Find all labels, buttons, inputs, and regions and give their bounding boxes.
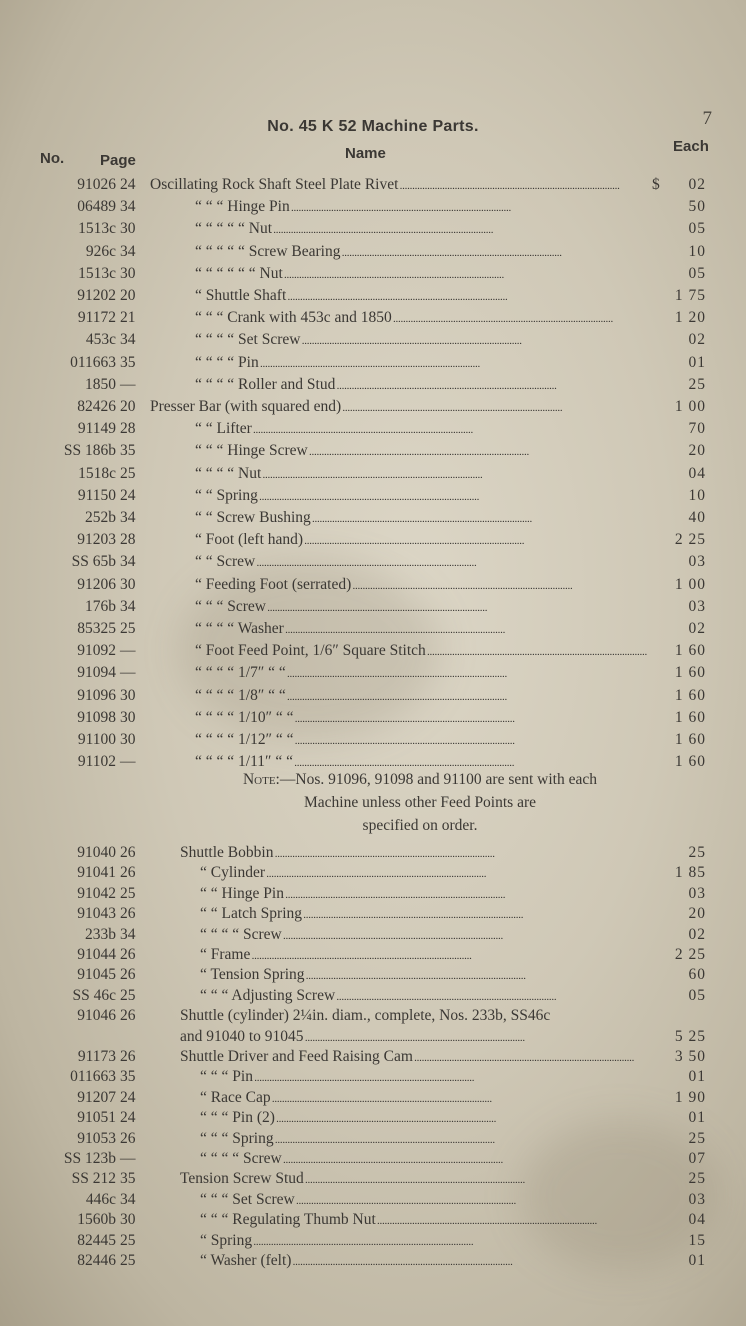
page-ref: 35 (120, 1170, 136, 1188)
part-number: 85325 (77, 620, 116, 637)
table-row (0, 883, 746, 905)
unit-price: 01 (688, 1252, 706, 1269)
part-name: “ “ “ “ 1/8″ “ “ . . . (195, 685, 648, 708)
unit-price: 20 (688, 442, 706, 460)
part-number: 91206 (77, 575, 116, 593)
part-number: 011663 (70, 1068, 116, 1086)
part-number: 926c (85, 242, 116, 260)
part-number: 91041 (77, 864, 116, 882)
part-number: 91045 (77, 966, 116, 984)
part-name: Shuttle Driver and Feed Raising Cam . . . (180, 1046, 648, 1069)
page-ref: 26 (120, 1129, 136, 1147)
page-ref: 24 (120, 1109, 136, 1127)
part-number: 91053 (77, 1129, 116, 1147)
page-ref: 30 (120, 686, 136, 704)
part-name: “ “ Spring . . . (195, 485, 648, 508)
part-name: “ “ “ “ “ Nut . . . (195, 218, 648, 241)
part-number: 91207 (77, 1088, 116, 1106)
part-name: Shuttle Bobbin . . . (180, 842, 648, 865)
table-row (0, 574, 746, 596)
part-name: “ “ “ Pin . . . (200, 1066, 648, 1089)
unit-price: 50 (688, 198, 706, 216)
part-name: “ “ Lifter . . . (195, 418, 648, 441)
table-row (0, 862, 746, 884)
unit-price: 1 60 (674, 664, 706, 682)
part-number: SS 186b (63, 442, 116, 460)
part-name: “ Spring . . . (200, 1230, 648, 1253)
feed-points-note (120, 768, 720, 837)
part-name: “ “ “ “ Set Screw . . . (195, 329, 648, 352)
unit-price: 60 (688, 966, 706, 984)
part-number: 91102 (77, 753, 116, 771)
unit-price: 3 50 (674, 1048, 706, 1065)
table-row (0, 174, 746, 196)
page-ref: 35 (120, 442, 136, 460)
page-number: 7 (702, 108, 712, 129)
part-name: Shuttle (cylinder) 2¼in. diam., complete, Nos. 233b, SS46c (180, 1007, 551, 1025)
part-name: “ Race Cap . . . (200, 1087, 648, 1110)
unit-price: 02 (688, 331, 706, 349)
part-number: 91203 (77, 531, 116, 549)
page-ref: 26 (120, 844, 136, 861)
table-row (0, 1107, 746, 1129)
page-ref: 34 (120, 198, 136, 216)
page-ref: 25 (120, 620, 136, 637)
part-number: 91040 (77, 844, 116, 861)
part-number: SS 46c (72, 986, 116, 1004)
part-number: 91100 (77, 731, 116, 748)
table-row (0, 640, 746, 662)
part-number: 82426 (77, 398, 116, 415)
page-ref: 26 (120, 1048, 136, 1065)
page-ref: 34 (120, 242, 136, 260)
unit-price: 70 (688, 420, 706, 438)
table-row (0, 218, 746, 240)
part-name: “ “ “ Spring . . . (200, 1128, 648, 1151)
page-ref: 21 (120, 309, 136, 327)
part-name: “ “ “ “ Screw . . . (200, 924, 648, 947)
table-row (0, 618, 746, 640)
page-ref: 35 (120, 1068, 136, 1086)
part-number: 91044 (77, 946, 116, 963)
unit-price: 01 (688, 1109, 706, 1127)
table-row (0, 1168, 746, 1190)
page-ref: 26 (120, 905, 136, 923)
part-name: and 91040 to 91045 . . . (180, 1026, 648, 1049)
column-header-name: Name (345, 145, 386, 162)
page-ref: — (120, 753, 136, 771)
table-row (0, 1026, 746, 1048)
table-row (0, 729, 746, 751)
part-number: 82446 (77, 1252, 116, 1269)
page-ref: — (120, 375, 136, 393)
unit-price: 04 (688, 1211, 706, 1229)
page-ref: 28 (120, 531, 136, 549)
part-name: “ “ “ “ “ Screw Bearing . . . (195, 241, 648, 264)
part-name: “ Cylinder . . . (200, 862, 648, 885)
table-row (0, 196, 746, 218)
part-number: 1560b (77, 1211, 116, 1229)
unit-price: 07 (688, 1150, 706, 1167)
page-ref: 30 (120, 220, 136, 238)
part-name: “ Shuttle Shaft . . . (195, 285, 648, 308)
part-name: “ “ Latch Spring . . . (200, 903, 648, 926)
unit-price: 02 (688, 176, 706, 193)
page-ref: 24 (120, 486, 136, 504)
table-row (0, 263, 746, 285)
part-name: “ “ “ Screw . . . (195, 596, 648, 619)
table-row (0, 1230, 746, 1252)
part-number: 453c (85, 331, 116, 349)
table-row (0, 924, 746, 946)
part-number: 82445 (77, 1231, 116, 1249)
table-row (0, 418, 746, 440)
unit-price: 1 00 (674, 575, 706, 593)
unit-price: 05 (688, 220, 706, 238)
part-name: “ “ “ “ Washer . . . (195, 618, 648, 641)
page-ref: 25 (120, 1252, 136, 1269)
unit-price: 20 (688, 905, 706, 923)
part-number: 252b (85, 509, 116, 526)
table-row (0, 440, 746, 462)
page-ref: 34 (120, 925, 136, 943)
table-row (0, 396, 746, 418)
column-header-no: No. (40, 150, 65, 167)
table-row (0, 307, 746, 329)
unit-price: 01 (688, 353, 706, 371)
part-name: “ “ “ Hinge Pin . . . (195, 196, 648, 219)
part-number: 91043 (77, 905, 116, 923)
page-ref: 30 (120, 1211, 136, 1229)
part-name: “ “ Screw Bushing . . . (195, 507, 648, 530)
part-number: 91173 (77, 1048, 116, 1065)
part-number: 91098 (77, 708, 116, 726)
table-row (0, 241, 746, 263)
part-number: 91202 (77, 287, 116, 304)
table-row (0, 285, 746, 307)
part-number: 91042 (77, 884, 116, 902)
unit-price: 2 25 (674, 531, 706, 549)
part-name: “ “ “ “ Roller and Stud . . . (195, 374, 648, 397)
page-ref: 30 (120, 575, 136, 593)
note-line: —Nos. 91096, 91098 and 91100 are sent with each (279, 771, 597, 788)
table-row (0, 507, 746, 529)
part-number: 91051 (77, 1109, 116, 1127)
part-name: “ “ “ “ 1/7″ “ “ . . . (195, 662, 648, 685)
unit-price: 10 (688, 486, 706, 504)
page-ref: 26 (120, 966, 136, 984)
page-ref: 34 (120, 331, 136, 349)
table-row (0, 551, 746, 573)
part-name: “ Feeding Foot (serrated) . . . (195, 574, 648, 597)
part-number: 91094 (77, 664, 116, 682)
page-ref: 25 (120, 986, 136, 1004)
part-name: “ “ “ “ 1/12″ “ “ . . . (195, 729, 648, 752)
table-row (0, 685, 746, 707)
table-row (0, 596, 746, 618)
table-row (0, 352, 746, 374)
part-number: 91092 (77, 642, 116, 660)
table-row (0, 1189, 746, 1211)
part-number: 06489 (77, 198, 116, 216)
unit-price: 05 (688, 986, 706, 1004)
unit-price: 10 (688, 242, 706, 260)
unit-price: 25 (688, 1129, 706, 1147)
part-number: 1513c (78, 264, 116, 282)
table-row (0, 707, 746, 729)
unit-price: 05 (688, 264, 706, 282)
unit-price: 1 20 (674, 309, 706, 327)
unit-price: 01 (688, 1068, 706, 1086)
part-name: “ “ “ “ Pin . . . (195, 352, 648, 375)
part-number: 233b (85, 925, 116, 943)
note-line: specified on order. (362, 817, 478, 834)
unit-price: 1 60 (674, 753, 706, 771)
part-name: “ “ “ “ 1/11″ “ “ . . . (195, 751, 648, 774)
page-ref: 26 (120, 946, 136, 963)
part-name: “ “ “ Set Screw . . . (200, 1189, 648, 1212)
table-row (0, 944, 746, 966)
part-name: “ Foot Feed Point, 1/6″ Square Stitch . . . (195, 640, 648, 663)
page-ref: 25 (120, 1231, 136, 1249)
unit-price: 1 60 (674, 708, 706, 726)
table-row (0, 485, 746, 507)
unit-price: 1 85 (674, 864, 706, 882)
part-number: SS 65b (71, 553, 116, 571)
table-row (0, 903, 746, 925)
part-number: 011663 (70, 353, 116, 371)
page-ref: — (120, 642, 136, 660)
part-name: “ “ “ “ 1/10″ “ “ . . . (195, 707, 648, 730)
page-ref: 26 (120, 864, 136, 882)
dollar-sign: $ (652, 176, 660, 193)
table-row (0, 662, 746, 684)
column-header-each: Each (673, 138, 709, 155)
part-name: “ “ “ “ Nut . . . (195, 463, 648, 486)
table-row (0, 964, 746, 986)
unit-price: 1 60 (674, 731, 706, 748)
part-number: 1513c (78, 220, 116, 238)
page-ref: 34 (120, 553, 136, 571)
unit-price: 2 25 (674, 946, 706, 963)
unit-price: 02 (688, 620, 706, 637)
unit-price: 25 (688, 375, 706, 393)
page-ref: 20 (120, 398, 136, 415)
part-name: “ “ “ Adjusting Screw . . . (200, 985, 648, 1008)
table-row (0, 1066, 746, 1088)
page-ref: 24 (120, 176, 136, 193)
table-row (0, 1128, 746, 1150)
part-number: 91026 (77, 176, 116, 193)
part-name: Presser Bar (with squared end) . . . (150, 396, 648, 419)
unit-price: 03 (688, 553, 706, 571)
part-number: SS 123b (63, 1150, 116, 1167)
table-row (0, 1250, 746, 1272)
part-name: “ Frame . . . (200, 944, 648, 967)
page-ref: 34 (120, 597, 136, 615)
unit-price: 04 (688, 464, 706, 482)
column-header-page: Page (100, 152, 136, 169)
part-number: 91046 (77, 1007, 116, 1025)
table-row (0, 1148, 746, 1170)
table-row (0, 1046, 746, 1068)
page-title: No. 45 K 52 Machine Parts. (267, 118, 479, 135)
unit-price: 25 (688, 844, 706, 861)
part-number: 446c (85, 1190, 116, 1208)
part-number: 91150 (77, 486, 116, 504)
part-number: 91172 (77, 309, 116, 327)
unit-price: 25 (688, 1170, 706, 1188)
page-ref: 34 (120, 509, 136, 526)
unit-price: 03 (688, 597, 706, 615)
unit-price: 5 25 (674, 1027, 706, 1045)
page-ref: — (120, 664, 136, 682)
table-row (0, 1087, 746, 1109)
table-row (0, 529, 746, 551)
part-name: “ “ “ Crank with 453c and 1850 . . . (195, 307, 648, 330)
table-row (0, 374, 746, 396)
part-name: “ “ “ Pin (2) . . . (200, 1107, 648, 1130)
part-name: Oscillating Rock Shaft Steel Plate Rivet . . . (150, 174, 648, 197)
page-ref: 20 (120, 287, 136, 304)
page-ref: 30 (120, 708, 136, 726)
part-number: 91149 (77, 420, 116, 438)
table-row (0, 842, 746, 864)
unit-price: 1 00 (674, 398, 706, 415)
page-ref: 26 (120, 1007, 136, 1025)
unit-price: 03 (688, 1190, 706, 1208)
part-name: “ Foot (left hand) . . . (195, 529, 648, 552)
part-name: “ “ “ “ Screw . . . (200, 1148, 648, 1171)
unit-price: 1 75 (674, 287, 706, 304)
part-number: 1850 (85, 375, 116, 393)
part-name: “ “ “ Regulating Thumb Nut . . . (200, 1209, 648, 1232)
part-name: “ “ “ “ “ “ Nut . . . (195, 263, 648, 286)
page-ref: 25 (120, 884, 136, 902)
part-name: “ “ “ Hinge Screw . . . (195, 440, 648, 463)
part-number: SS 212 (71, 1170, 116, 1188)
part-name: “ “ Screw . . . (195, 551, 648, 574)
page-ref: 34 (120, 1190, 136, 1208)
part-number: 1518c (78, 464, 116, 482)
table-row (0, 329, 746, 351)
part-number: 176b (85, 597, 116, 615)
unit-price: 02 (688, 925, 706, 943)
table-row (0, 985, 746, 1007)
page-ref: 28 (120, 420, 136, 438)
table-row (0, 1209, 746, 1231)
part-number: 91096 (77, 686, 116, 704)
part-name: Tension Screw Stud . . . (180, 1168, 648, 1191)
unit-price: 40 (688, 509, 706, 526)
part-name: “ “ Hinge Pin . . . (200, 883, 648, 906)
unit-price: 15 (688, 1231, 706, 1249)
page-ref: 25 (120, 464, 136, 482)
note-label: Note: (242, 771, 280, 788)
page-ref: 30 (120, 731, 136, 748)
page-ref: 30 (120, 264, 136, 282)
unit-price: 1 60 (674, 642, 706, 660)
page-ref: — (120, 1150, 136, 1167)
note-line: Machine unless other Feed Points are (303, 794, 536, 811)
table-row (0, 463, 746, 485)
unit-price: 1 90 (674, 1088, 706, 1106)
unit-price: 1 60 (674, 686, 706, 704)
table-row (0, 1005, 746, 1027)
part-name: “ Tension Spring . . . (200, 964, 648, 987)
page-ref: 24 (120, 1088, 136, 1106)
part-name: “ Washer (felt) . . . (200, 1250, 648, 1273)
unit-price: 03 (688, 884, 706, 902)
page-ref: 35 (120, 353, 136, 371)
